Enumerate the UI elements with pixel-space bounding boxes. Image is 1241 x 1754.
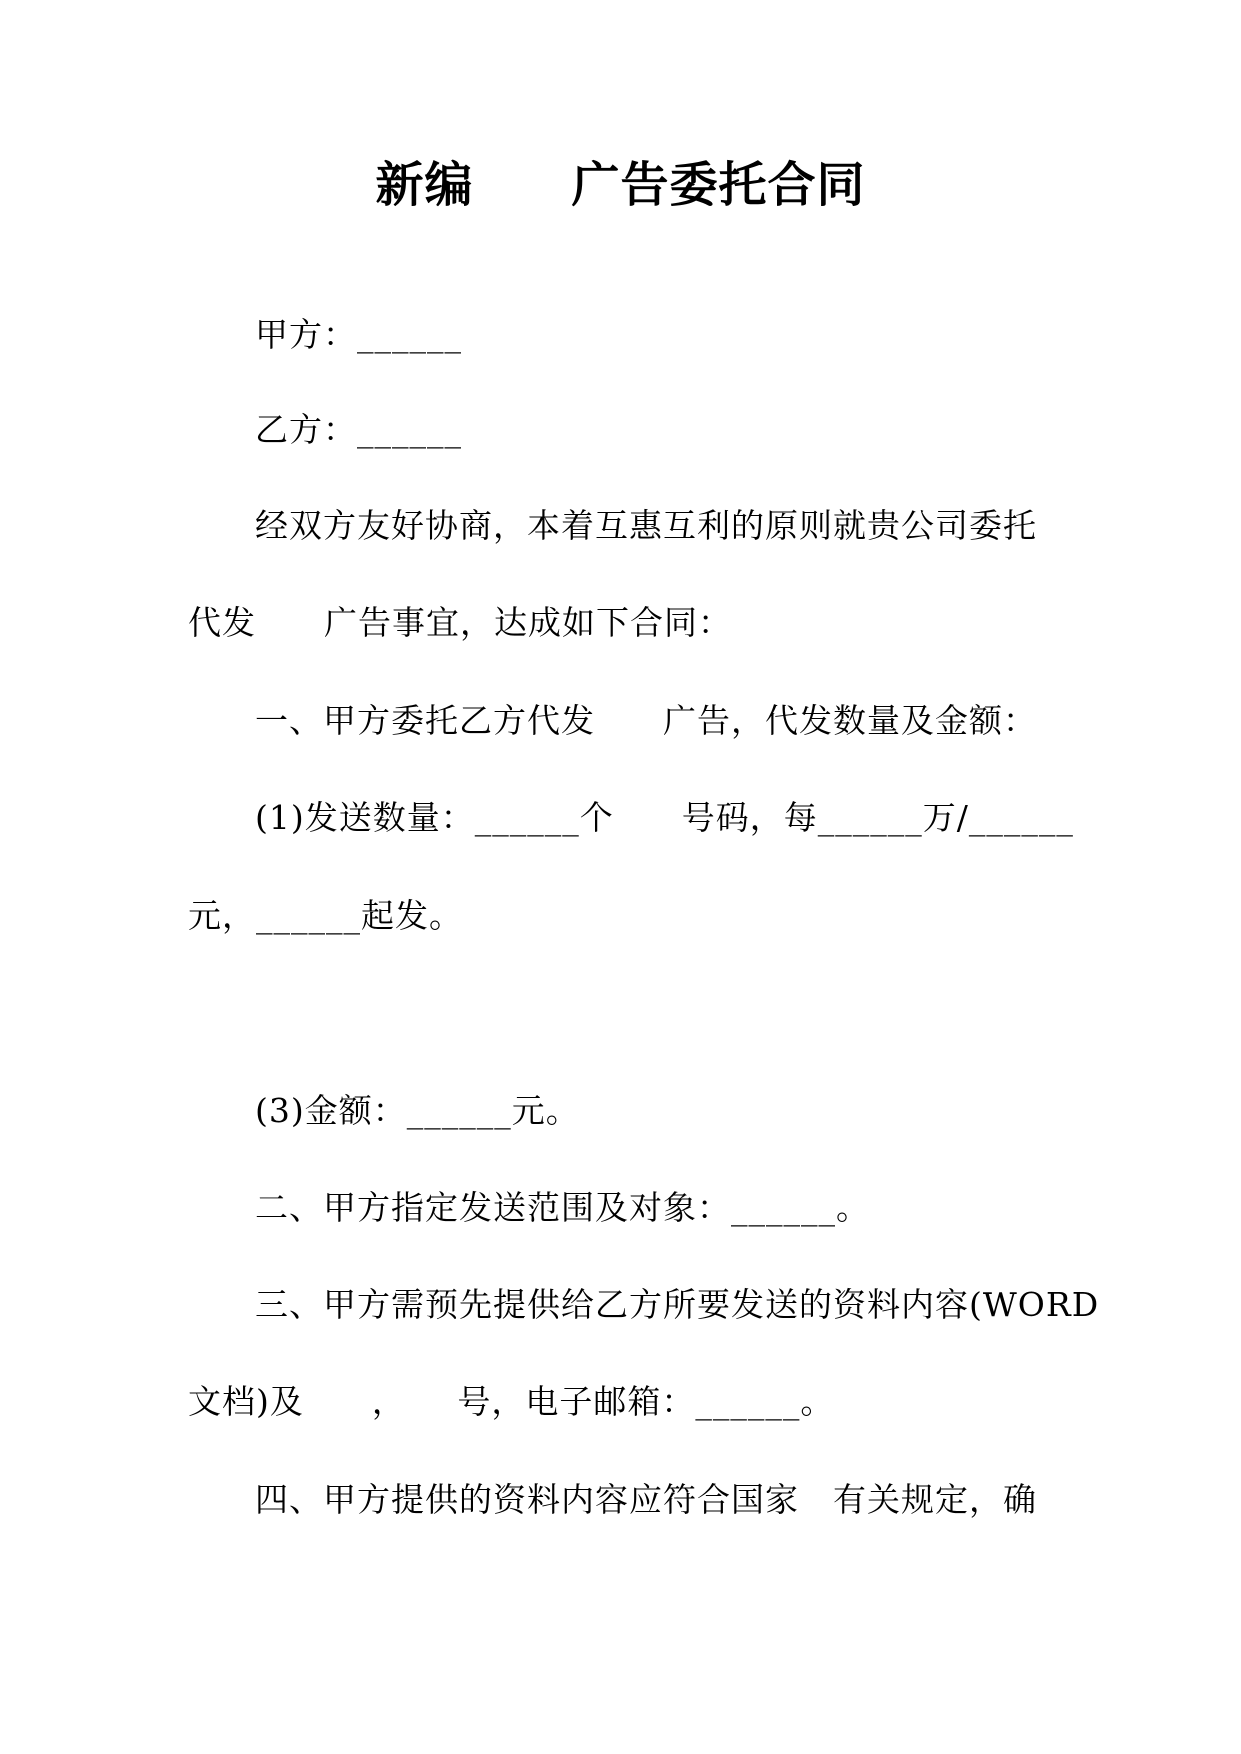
party-b-line: 乙方：______ xyxy=(255,410,462,449)
clause-3-line-1: 三、甲方需预先提供给乙方所要发送的资料内容(WORD xyxy=(255,1285,1100,1324)
clause-4-line-1: 四、甲方提供的资料内容应符合国家 有关规定，确 xyxy=(255,1480,1037,1519)
clause-1-item-1-line-1: (1)发送数量：______个 号码，每______万/______ xyxy=(255,798,1074,837)
clause-3-line-2: 文档)及 ， 号，电子邮箱：______。 xyxy=(188,1382,835,1421)
document-title: 新编 广告委托合同 xyxy=(375,157,866,213)
clause-2-line: 二、甲方指定发送范围及对象：______。 xyxy=(255,1188,870,1227)
preamble-line-1: 经双方友好协商，本着互惠互利的原则就贵公司委托 xyxy=(255,506,1037,545)
clause-1-item-1-line-2: 元，______起发。 xyxy=(188,896,463,935)
preamble-line-2: 代发 广告事宜，达成如下合同： xyxy=(188,603,732,642)
party-a-line: 甲方：______ xyxy=(255,315,462,354)
clause-1-item-3-line: (3)金额：______元。 xyxy=(255,1091,580,1130)
clause-1-line: 一、甲方委托乙方代发 广告，代发数量及金额： xyxy=(255,701,1037,740)
